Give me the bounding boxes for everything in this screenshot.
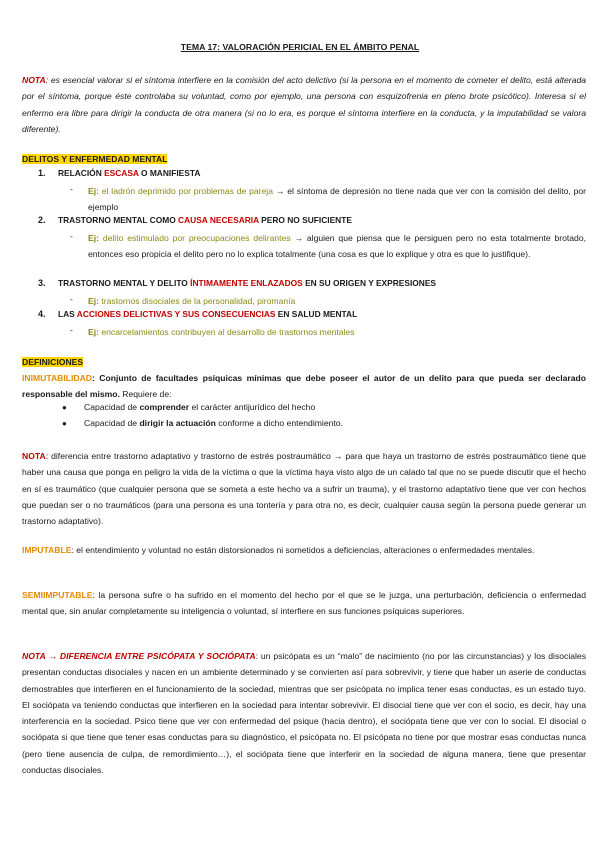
list-number: 2. xyxy=(38,215,46,225)
bullet-item: Capacidad de dirigir la actuación conforme a dicho entendimiento. xyxy=(84,418,343,428)
nota-paragraph-3: NOTA → DIFERENCIA ENTRE PSICÓPATA Y SOCIÓPATA: un psicópata es un “malo” de nacimiento (no por las circunstancias) y los disociales presentan conductas disociales y nacen en un ambiente determinado y se convierten así para sobrevivir, y tiene que haber un aserie de conductas demostrables que interfieren en el funcionamiento de la sociedad, mientras que ser psicópata no implica tener esas conductas, es un estado tuyo. El sociópata va teniendo conductas que interfieren en la sociedad para intentar sobrevivir. El disocial tiene que ver con el socio, es decir, hay una interferencia en la sociedad. Psico tiene que ver con enfermedad del psique (hacia dentro), el sociópata tiene que ver con lo social. El disocial o sociópata si que tiene que tener esas conductas para su diagnóstico, el psicópata no. El psicópata no tiene por que mostrar esas conductas nunca (pero tiene ausencia de culpa, de remordimiento…), el sociópata tiene que interferir en la sociedad de alguna manera, tiene que presentar conductas disociales. xyxy=(22,651,586,776)
example-text: Ej: trastornos disociales de la personalidad, piromanía xyxy=(88,296,296,306)
dash-bullet: - xyxy=(70,294,73,304)
dash-bullet: - xyxy=(70,231,73,241)
list-number: 1. xyxy=(38,168,46,178)
semiimputable-paragraph: SEMIIMPUTABLE: la persona sufre o ha sufrido en el momento del hecho por el que se le juzga, una perturbación, deficiencia o enfermedad mental que, sin anular completamente su inteligencia o voluntad, sí interfiere en sus funciones psíquicas superiores. xyxy=(22,590,586,617)
example-text: Ej: encarcelamientos contribuyen al desarrollo de trastornos mentales xyxy=(88,327,355,337)
list-number: 3. xyxy=(38,278,46,288)
list-number: 4. xyxy=(38,309,46,319)
list-item: TRASTORNO MENTAL Y DELITO ÍNTIMAMENTE ENLAZADOS EN SU ORIGEN Y EXPRESIONES xyxy=(58,278,437,288)
list-item: LAS ACCIONES DELICTIVAS Y SUS CONSECUENCIAS EN SALUD MENTAL xyxy=(58,309,358,319)
nota-paragraph-2: NOTA: diferencia entre trastorno adaptativo y trastorno de estrés postraumático → para que haya un trastorno de estrés postraumático tiene que haber una causa que ponga en peligro la vida de la víctima o que la víctima haya visto algo de un calado tal que no se puede discutir que el hecho en sí es traumático (que cualquier persona que se someta a este hecho va a sufrir un trauma), y el trastorno adaptativo tiene que ver con hechos que puedan ser o no traumáticos (para una persona es una tontería y para otra no, es decir, cualquier causa según la persona puede generar un trastorno adaptativo). xyxy=(22,451,586,527)
nota-label: NOTA xyxy=(22,75,46,85)
bullet-item: Capacidad de comprender el carácter antijurídico del hecho xyxy=(84,402,316,412)
example-text: Ej: delito estimulado por preocupaciones delirantes → alguien que piensa que le persiguen pero no esta totalmente brotado, entonces eso propicia el delito pero no lo explica totalmente (una cosa es que lo explique y otra es que lo justifique). xyxy=(88,233,586,260)
bullet-dot: ● xyxy=(62,419,67,428)
list-item: RELACIÓN ESCASA O MANIFIESTA xyxy=(58,168,201,178)
dash-bullet: - xyxy=(70,325,73,335)
nota-paragraph-1 xyxy=(22,72,586,137)
section-heading-delitos: DELITOS Y ENFERMEDAD MENTAL xyxy=(22,154,168,164)
section-heading-definiciones: DEFINICIONES xyxy=(22,357,84,367)
dash-bullet: - xyxy=(70,184,73,194)
imputable-paragraph: IMPUTABLE: el entendimiento y voluntad no están distorsionados ni sometidos a deficiencias, alteraciones o enfermedades mentales. xyxy=(22,545,535,555)
bullet-dot: ● xyxy=(62,403,67,412)
nota-text: : es esencial valorar si el síntoma interfiere en la comisión del acto delictivo (si la persona en el momento de cometer el delito, está alterada por el síntoma, porque éste controlaba su voluntad, como por ejemplo, una persona con esquizofrenia en pleno brote psicótico). Interesa si el enfermo era libre para dirigir la conducta de otra manera (si no lo era, es porque el síntoma interfiere en la conducta, y la imputabilidad se valora diferente). xyxy=(22,75,586,134)
list-item: TRASTORNO MENTAL COMO CAUSA NECESARIA PERO NO SUFICIENTE xyxy=(58,215,352,225)
inimputabilidad-paragraph: INIMUTABILIDAD: Conjunto de facultades psíquicas mínimas que debe poseer el autor de un delito para que pueda ser declarado responsable del mismo. Requiere de: xyxy=(22,373,586,400)
page-title: TEMA 17: VALORACIÓN PERICIAL EN EL ÁMBITO PENAL xyxy=(180,42,420,52)
example-text: Ej: el ladrón deprimido por problemas de pareja → el síntoma de depresión no tiene nada que ver con la comisión del delito, por ejemplo xyxy=(88,186,586,213)
